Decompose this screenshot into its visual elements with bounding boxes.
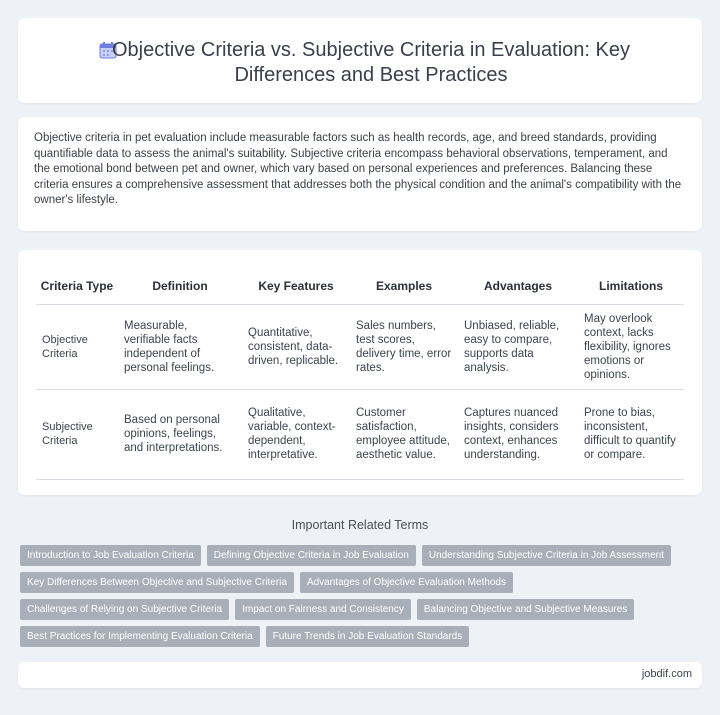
comparison-table — [36, 268, 684, 480]
related-term-chip[interactable]: Future Trends in Job Evaluation Standards — [266, 626, 470, 647]
related-terms-heading: Important Related Terms — [291, 518, 429, 532]
column-header: Advantages — [458, 268, 578, 304]
table-cell: Sales numbers, test scores, delivery time, error rates. — [350, 304, 458, 389]
column-header: Criteria Type — [36, 268, 118, 304]
related-term-chip[interactable]: Defining Objective Criteria in Job Evaluation — [207, 545, 416, 566]
related-term-chip[interactable]: Impact on Fairness and Consistency — [235, 599, 411, 620]
related-terms-list — [20, 545, 700, 653]
table-cell: Unbiased, reliable, easy to compare, supports data analysis. — [458, 304, 578, 389]
related-term-chip[interactable]: Understanding Subjective Criteria in Job Assessment — [422, 545, 671, 566]
table-cell: Captures nuanced insights, considers context, enhances understanding. — [458, 389, 578, 479]
table-cell: Qualitative, variable, context-dependent, interpretative. — [242, 389, 350, 479]
table-cell: Prone to bias, inconsistent, difficult to quantify or compare. — [578, 389, 684, 479]
related-term-chip[interactable]: Advantages of Objective Evaluation Methods — [300, 572, 513, 593]
related-term-chip[interactable]: Balancing Objective and Subjective Measures — [417, 599, 634, 620]
column-header: Definition — [118, 268, 242, 304]
title-card — [18, 18, 702, 103]
table-header-row — [36, 268, 684, 304]
intro-paragraph: Objective criteria in pet evaluation include measurable factors such as health records, age, and breed standards, providing quantifiable data to assess the animal's suitability. Subjective criteria encompass behavioral observations, temperament, and the emotional bond between pet and owner, which vary based on personal experiences and preferences. Balancing these criteria ensures a comprehensive assessment that addresses both the physical condition and the animal's compatibility with the owner's lifestyle. — [34, 132, 682, 206]
site-credit[interactable]: jobdif.com — [641, 668, 692, 680]
related-term-chip[interactable]: Challenges of Relying on Subjective Criteria — [20, 599, 229, 620]
column-header: Limitations — [578, 268, 684, 304]
table-cell: May overlook context, lacks flexibility, ignores emotions or opinions. — [578, 304, 684, 389]
column-header: Key Features — [242, 268, 350, 304]
footer — [18, 662, 702, 688]
table-row — [36, 304, 684, 389]
table-cell: Measurable, verifiable facts independent of personal feelings. — [118, 304, 242, 389]
table-row — [36, 389, 684, 479]
table-cell-type: Subjective Criteria — [36, 389, 118, 479]
related-term-chip[interactable]: Best Practices for Implementing Evaluation Criteria — [20, 626, 260, 647]
table-cell-type: Objective Criteria — [36, 304, 118, 389]
table-cell: Based on personal opinions, feelings, and interpretations. — [118, 389, 242, 479]
related-term-chip[interactable]: Key Differences Between Objective and Subjective Criteria — [20, 572, 294, 593]
intro-card — [18, 117, 702, 231]
comparison-table-card — [18, 250, 702, 495]
page-title: Objective Criteria vs. Subjective Criteria in Evaluation: Key Differences and Best Practices — [112, 39, 630, 86]
related-term-chip[interactable]: Introduction to Job Evaluation Criteria — [20, 545, 201, 566]
table-cell: Customer satisfaction, employee attitude, aesthetic value. — [350, 389, 458, 479]
table-cell: Quantitative, consistent, data-driven, replicable. — [242, 304, 350, 389]
column-header: Examples — [350, 268, 458, 304]
